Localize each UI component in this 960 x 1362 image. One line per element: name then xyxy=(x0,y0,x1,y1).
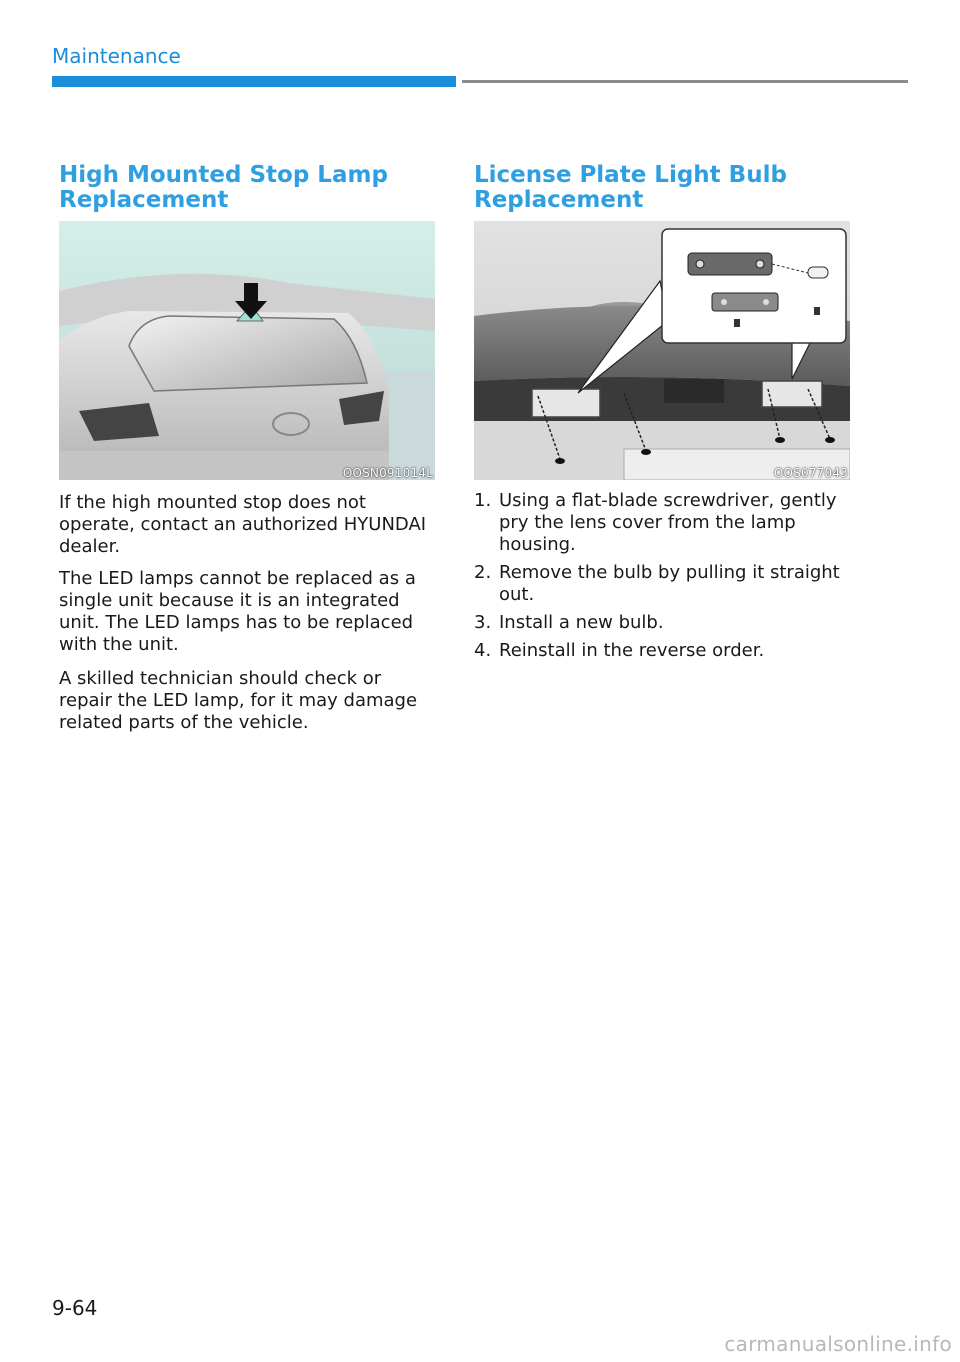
stop-lamp-figure-code: OOSN091014L xyxy=(342,466,433,480)
car-rear-illustration xyxy=(59,221,435,480)
tailgate-illustration xyxy=(474,221,850,480)
step-text: Using a flat-blade screwdriver, gently pry the lens cover from the lamp housing. xyxy=(499,490,837,555)
license-light-heading-line1: License Plate Light Bulb xyxy=(474,162,787,188)
step-number: 3. xyxy=(474,612,492,633)
stop-lamp-paragraph-2: The LED lamps cannot be replaced as a single unit because it is an integrated unit. The LED lamps has to be replaced with the unit. xyxy=(59,568,416,655)
stop-lamp-heading-line1: High Mounted Stop Lamp xyxy=(59,162,388,188)
stop-lamp-paragraph-1: If the high mounted stop does not operate, contact an authorized HYUNDAI dealer. xyxy=(59,492,427,557)
list-item xyxy=(474,562,854,606)
step-number: 2. xyxy=(474,562,492,583)
license-light-heading-line2: Replacement xyxy=(474,187,644,213)
license-light-figure-code: OOS077043 xyxy=(773,466,848,480)
header-rule-gray xyxy=(462,80,908,83)
section-label: Maintenance xyxy=(52,44,181,68)
list-item xyxy=(474,490,854,556)
step-number: 1. xyxy=(474,490,492,511)
license-light-figure xyxy=(474,221,850,480)
stop-lamp-heading xyxy=(59,163,439,213)
step-text: Install a new bulb. xyxy=(499,612,664,633)
stop-lamp-figure xyxy=(59,221,435,480)
step-number: 4. xyxy=(474,640,492,661)
stop-lamp-paragraph-3: A skilled technician should check or repair the LED lamp, for it may damage related parts of the vehicle. xyxy=(59,668,418,733)
watermark: carmanualsonline.info xyxy=(724,1332,952,1356)
step-text: Remove the bulb by pulling it straight out. xyxy=(499,562,840,605)
list-item xyxy=(474,612,854,634)
stop-lamp-heading-line2: Replacement xyxy=(59,187,229,213)
list-item xyxy=(474,640,854,662)
page-number: 9-64 xyxy=(52,1296,98,1320)
header-rule-blue xyxy=(52,76,456,87)
license-light-steps xyxy=(474,490,854,668)
license-light-heading xyxy=(474,163,854,213)
step-text: Reinstall in the reverse order. xyxy=(499,640,765,661)
